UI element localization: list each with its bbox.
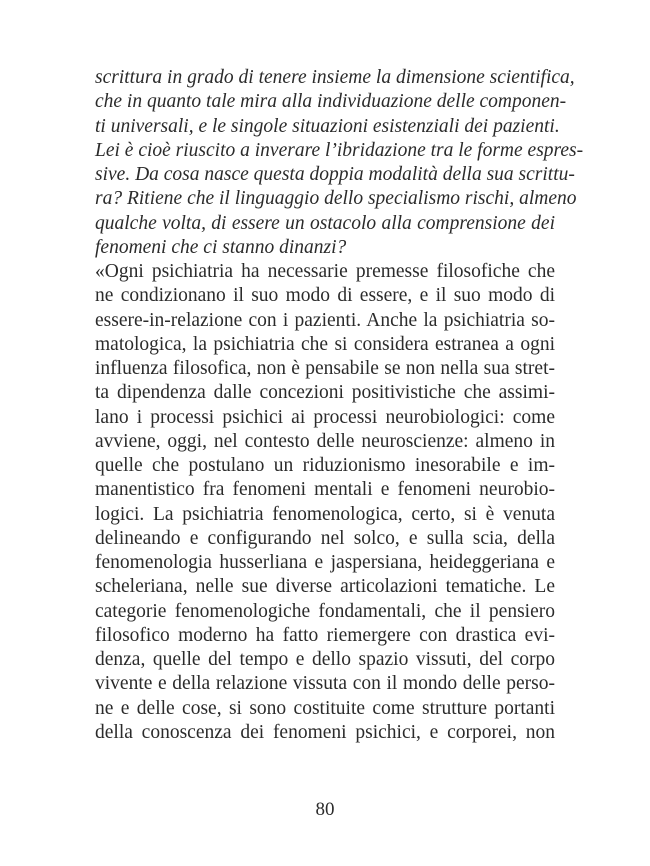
answer-line: ne condizionano il suo modo di essere, e il suo modo di [95, 285, 555, 307]
answer-line: avviene, oggi, nel contesto delle neuroscienze: almeno in [95, 430, 555, 452]
page-body [95, 66, 584, 745]
question-line: Lei è cioè riuscito a inverare l’ibridazione tra le forme espres- [95, 139, 584, 161]
answer-line: categorie fenomenologiche fondamentali, che il pensiero [95, 600, 555, 622]
answer-line: delineando e configurando nel solco, e sulla scia, della [95, 527, 555, 549]
answer-line: denza, quelle del tempo e dello spazio vissuti, del corpo [95, 649, 555, 670]
answer-line: della conoscenza dei fenomeni psichici, e corporei, non [95, 721, 555, 743]
answer-line: essere-in-relazione con i pazienti. Anche la psichiatria so- [95, 309, 555, 331]
answer-line: ta dipendenza dalle concezioni positivistiche che assimi- [95, 382, 555, 404]
answer-line: vivente e della relazione vissuta con il mondo delle perso- [95, 673, 555, 695]
answer-line: influenza filosofica, non è pensabile se non nella sua stret- [95, 358, 555, 379]
answer-line: ne e delle cose, si sono costituite come strutture portanti [95, 697, 555, 719]
page-number: 80 [315, 799, 335, 820]
answer-line: filosofico moderno ha fatto riemergere con drastica evi- [95, 624, 555, 646]
question-line: ti universali, e le singole situazioni esistenziali dei pazienti. [95, 115, 560, 137]
answer-line: «Ogni psichiatria ha necessarie premesse filosofiche che [95, 261, 555, 282]
answer-line: scheleriana, nelle sue diverse articolazioni tematiche. Le [95, 576, 555, 598]
interview-question [95, 66, 584, 260]
question-line: fenomeni che ci stanno dinanzi? [95, 236, 347, 258]
interview-answer [95, 260, 555, 745]
answer-line: quelle che postulano un riduzionismo inesorabile e im- [95, 455, 555, 476]
question-line: sive. Da cosa nasce questa doppia modalità della sua scrittu- [95, 164, 575, 185]
answer-line: manentistico fra fenomeni mentali e fenomeni neurobio- [95, 479, 555, 501]
answer-line: matologica, la psichiatria che si considera estranea a ogni [95, 333, 555, 355]
question-line: che in quanto tale mira alla individuazione delle componen- [95, 91, 567, 113]
answer-line: lano i processi psichici ai processi neurobiologici: come [95, 406, 555, 428]
answer-line: logici. La psichiatria fenomenologica, certo, si è venuta [95, 503, 555, 525]
question-line: scrittura in grado di tenere insieme la dimensione scientifica, [95, 67, 575, 88]
question-line: ra? Ritiene che il linguaggio dello specialismo rischi, almeno [95, 188, 577, 210]
question-line: qualche volta, di essere un ostacolo alla comprensione dei [95, 212, 555, 234]
answer-line: fenomenologia husserliana e jaspersiana, heideggeriana e [95, 552, 555, 573]
